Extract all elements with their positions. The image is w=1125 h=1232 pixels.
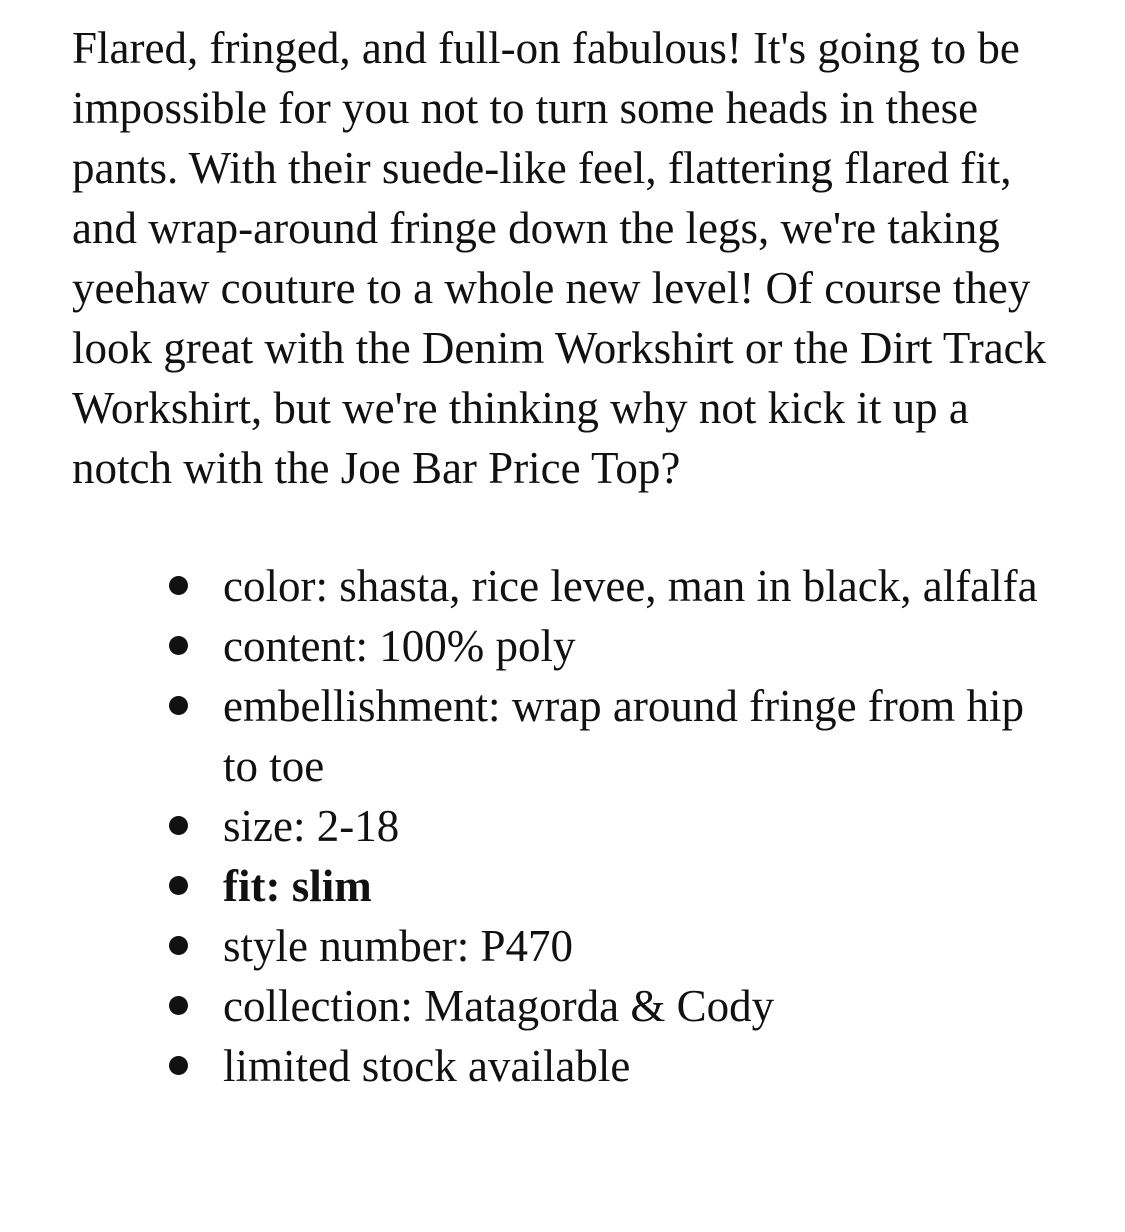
spec-style-number xyxy=(223,916,1062,976)
spec-text: content: 100% poly xyxy=(223,621,576,671)
spec-fit xyxy=(223,856,1062,916)
spec-text: color: shasta, rice levee, man in black, alfalfa xyxy=(223,561,1038,611)
spec-list xyxy=(72,556,1062,1096)
product-description: Flared, fringed, and full-on fabulous! It's going to be impossible for you not to turn some heads in these pants. With their suede-like feel, flattering flared fit, and wrap-around fringe down the legs, we're taking yeehaw couture to a whole new level! Of course they look great with the Denim Workshirt or the Dirt Track Workshirt, but we're thinking why not kick it up a notch with the Joe Bar Price Top? xyxy=(72,23,1047,493)
bullet-icon xyxy=(169,816,188,835)
bullet-icon xyxy=(169,1056,188,1075)
spec-text: embellishment: wrap around fringe from hip to toe xyxy=(223,681,1025,791)
spec-content xyxy=(223,616,1062,676)
bullet-icon xyxy=(169,936,188,955)
spec-collection xyxy=(223,976,1062,1036)
product-details xyxy=(72,18,1062,1096)
bullet-icon xyxy=(169,636,188,655)
spec-text: collection: Matagorda & Cody xyxy=(223,981,775,1031)
spec-color xyxy=(223,556,1062,616)
bullet-icon xyxy=(169,876,188,895)
spec-text: style number: P470 xyxy=(223,921,573,971)
bullet-icon xyxy=(169,696,188,715)
spec-text: fit: slim xyxy=(223,861,372,911)
spec-text: size: 2-18 xyxy=(223,801,400,851)
bullet-icon xyxy=(169,576,188,595)
bullet-icon xyxy=(169,996,188,1015)
spec-stock xyxy=(223,1036,1062,1096)
spec-text: limited stock available xyxy=(223,1041,631,1091)
spec-embellishment xyxy=(223,676,1062,796)
spec-size xyxy=(223,796,1062,856)
